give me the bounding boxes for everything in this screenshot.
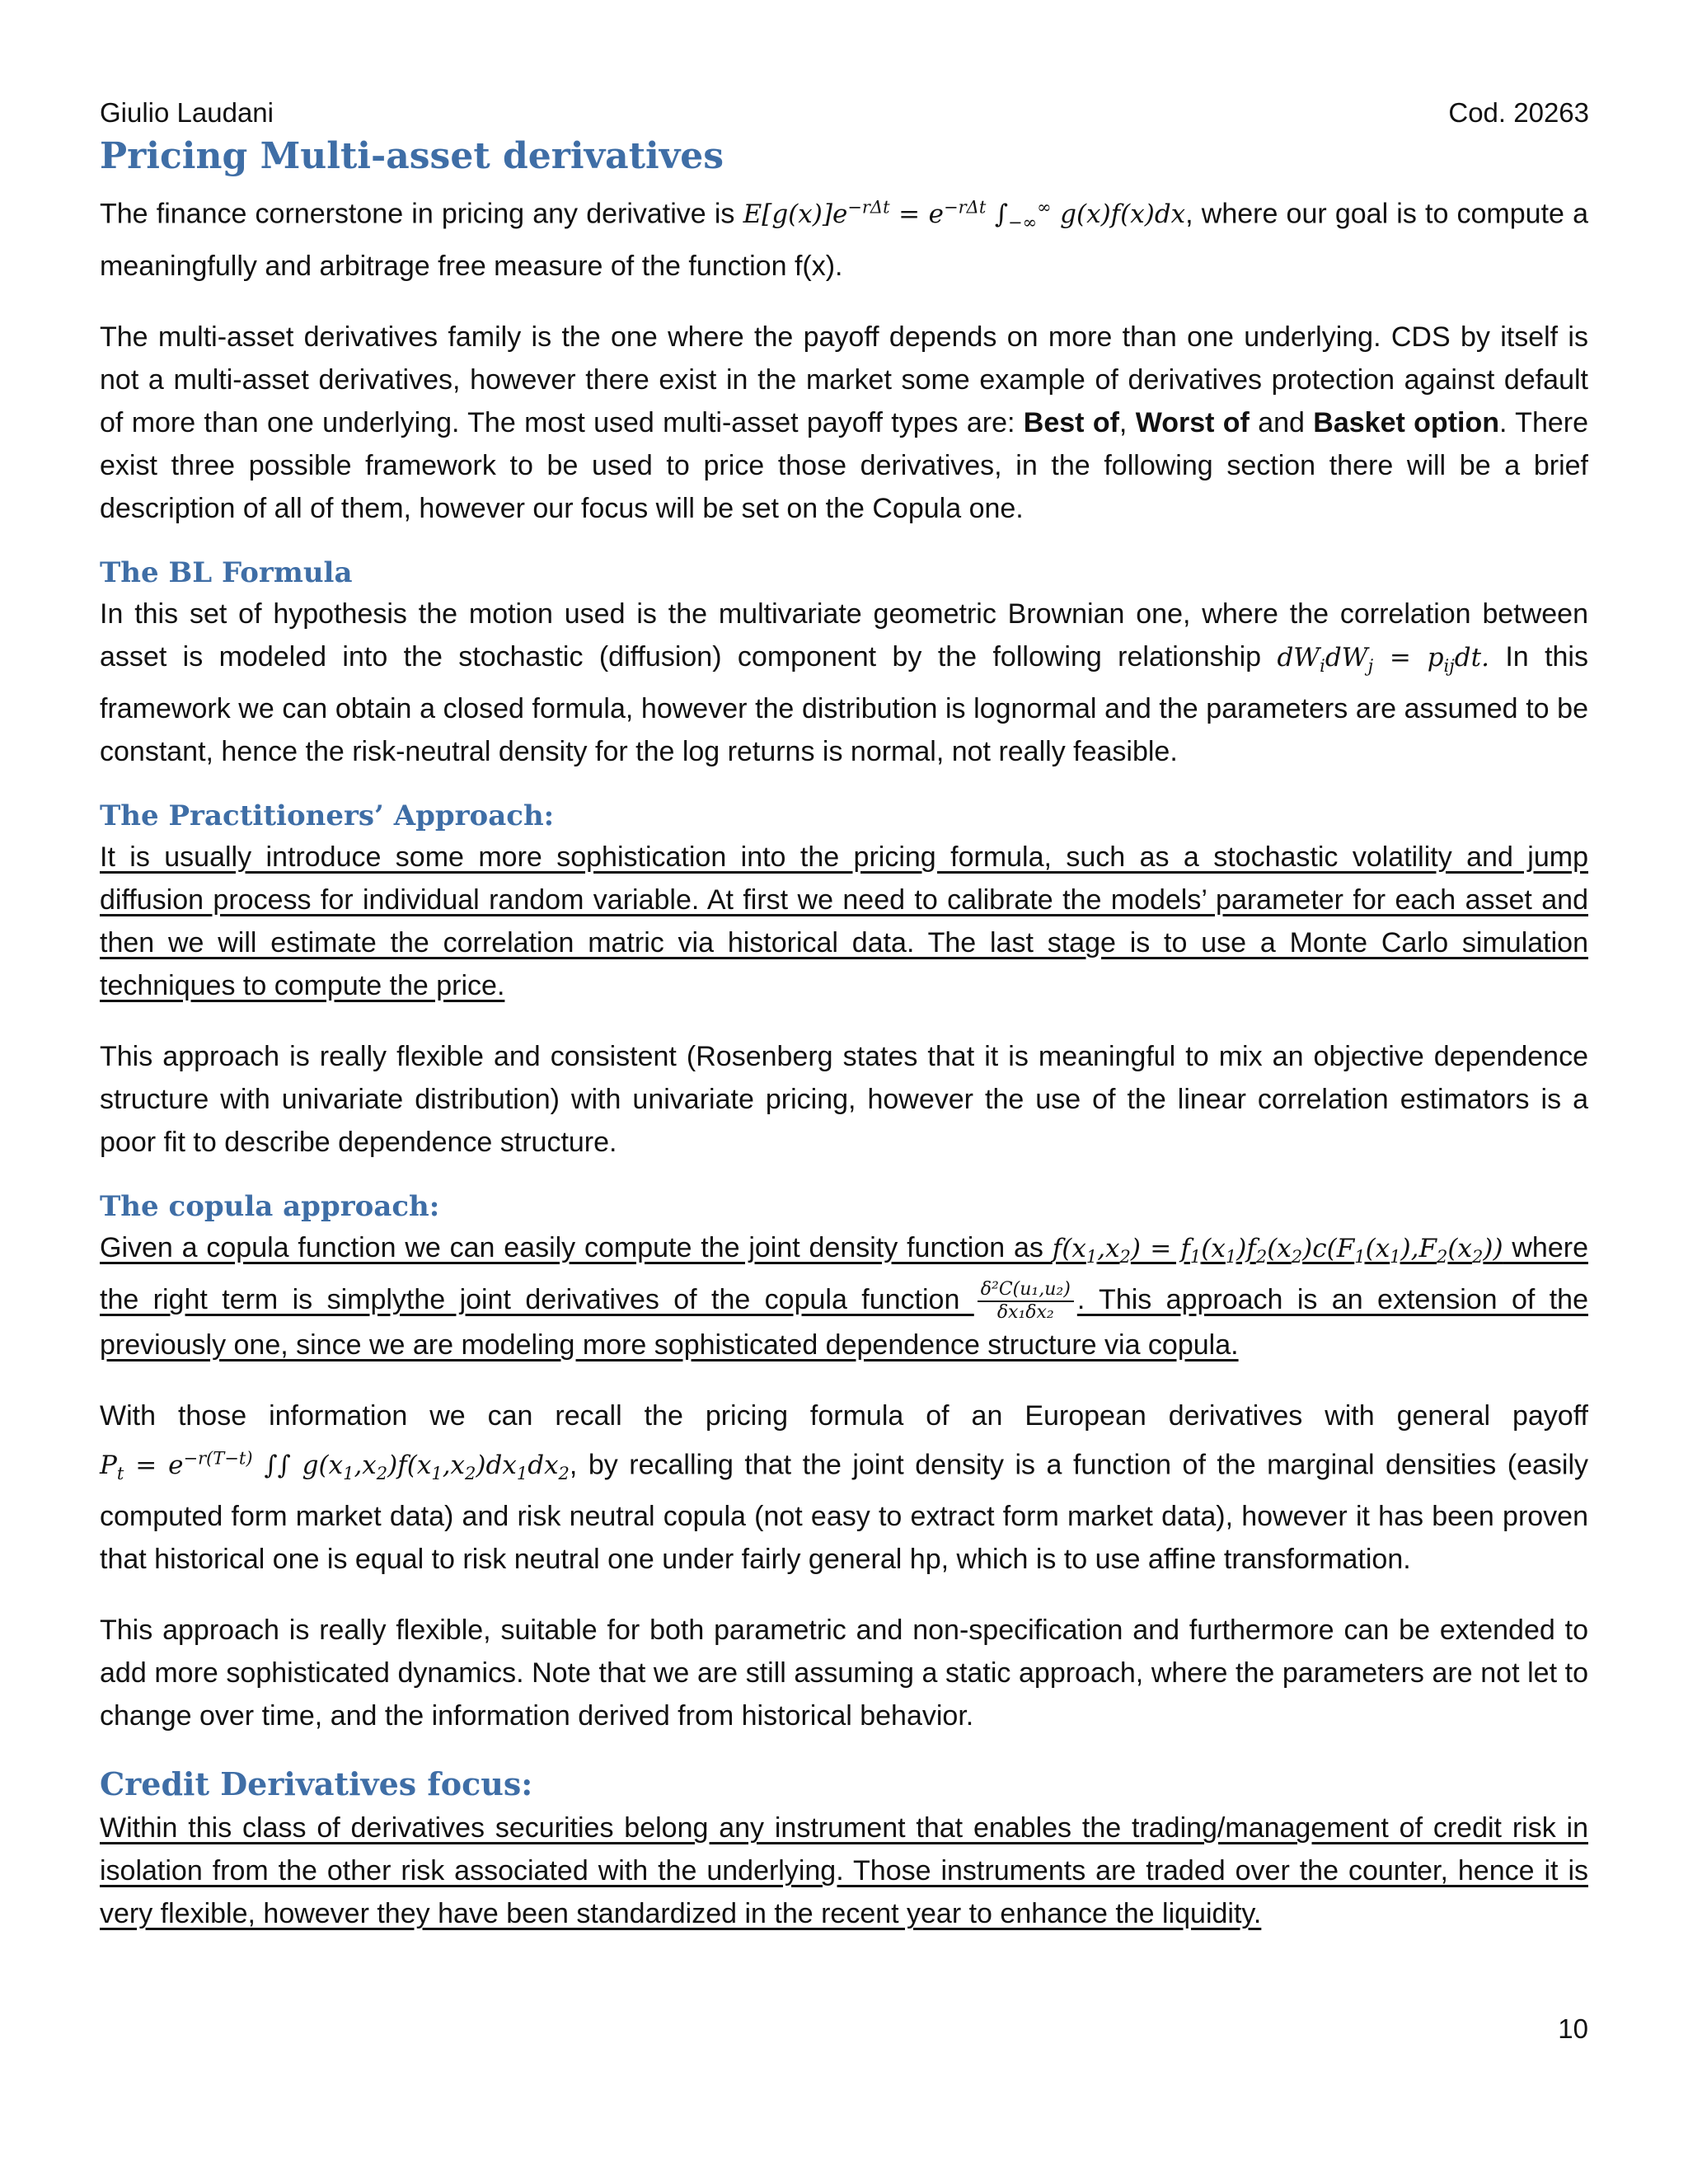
family-sep-2: and — [1249, 406, 1314, 438]
practitioners-paragraph-2: This approach is really flexible and consistent (Rosenberg states that it is meaningful to mix an objective dependence structure with univariate distribution) with univariate pricing, however the use of the linear correlation estimators is a poor fit to describe dependence structure. — [100, 1040, 1588, 1158]
intro-pricing-formula: $E[g(x)]e^{-r\Delta t} = e^{-r\Delta t}$ $\int_{-\infty}^\infty$ g(x)f(x)dx — [743, 198, 1186, 233]
bl-text-1: In this set of hypothesis the motion used is the multivariate geometric Brownian one, where the correlation between asset is modeled into the stochastic (diffusion) component by the following relationship — [100, 598, 1588, 673]
practitioners-heading: The Practitioners’ Approach: — [100, 799, 555, 832]
header-code: Cod. 20263 — [1448, 97, 1589, 128]
page-number: 10 — [1558, 2013, 1588, 2044]
family-sep-1: , — [1118, 406, 1136, 438]
copula-derivative-fraction — [978, 1279, 1074, 1324]
copula-p2-text-1: With those information we can recall the pricing formula of an European derivatives with general payoff — [100, 1399, 1588, 1432]
header-author: Giulio Laudani — [100, 97, 274, 128]
european-pricing-formula: $P_t = e^{-r(T-t)}$ ∫∫ $g(x_1,x_2)f(x_1,x_2)dx_1dx_2$ — [100, 1448, 570, 1484]
bl-heading: The BL Formula — [100, 555, 353, 589]
family-text-2: . There exist three possible framework to be used to price those derivatives, in the following section there will be a brief description of all of them, however our focus will be set on the Copula one. — [100, 406, 1588, 524]
copula-text-3: . This approach is an extension of the previously one, since we are modeling more sophisticated dependence structure via copula. — [100, 1283, 1588, 1361]
bl-correlation-formula: $dW_idW_j = p_{ij}dt$. — [1277, 642, 1489, 676]
family-paragraph — [100, 316, 1588, 530]
intro-text-before: The finance cornerstone in pricing any derivative is — [100, 198, 735, 230]
credit-paragraph-1: Within this class of derivatives securities belong any instrument that enables the trading/management of credit risk in isolation from the other risk associated with the underlying. Those instruments are traded over the counter, hence it is very flexible, however they have been standardized in the recent year to enhance the liquidity. — [100, 1812, 1588, 1930]
payoff-worst-of: Worst of — [1135, 406, 1250, 438]
copula-text-1: Given a copula function we can easily compute the joint density function as — [100, 1231, 1053, 1263]
page-content — [100, 132, 1588, 1935]
family-text-1: The multi-asset derivatives family is the one where the payoff depends on more than one underlying. CDS by itself is not a multi-asset derivatives, however there exist in the market some example of derivatives protection against default of more than one underlying. The most used multi-asset payoff types are: — [100, 321, 1588, 438]
copula-paragraph-2 — [100, 1394, 1588, 1582]
copula-joint-density-formula: $f(x_1,x_2) = f_1(x_1)f_2(x_2)c(F_1(x_1),F_2(x_2))$ — [1052, 1233, 1503, 1267]
intro-paragraph — [100, 186, 1588, 288]
practitioners-paragraph-1: It is usually introduce some more sophistication into the pricing formula, such as a stochastic volatility and jump diffusion process for individual random variable. At first we need to calibrate the models’ parameter for each asset and then we will estimate the correlation matric via historical data. The last stage is to use a Monte Carlo simulation techniques to compute the price. — [100, 841, 1588, 1001]
bl-text-2: In this framework we can obtain a closed formula, however the distribution is lognormal and the parameters are assumed to be constant, hence the risk-neutral density for the log returns is normal, not really feasible. — [100, 640, 1588, 767]
copula-p2-text-2: , by recalling that the joint density is a function of the marginal densities (easily computed form market data) and risk neutral copula (not easy to extract form market data), however it has been proven that historical one is equal to risk neutral one under fairly general hp, which is to use affine transformation. — [100, 1449, 1589, 1576]
copula-paragraph-1 — [100, 1226, 1588, 1366]
bl-paragraph — [100, 593, 1588, 773]
page-title: Pricing Multi-asset derivatives — [100, 135, 724, 177]
payoff-basket-option: Basket option — [1313, 406, 1499, 438]
copula-text-2: where the right term is simplythe joint derivatives of the copula function — [100, 1231, 1588, 1315]
fraction-denominator: δx₁δx₂ — [996, 1301, 1054, 1323]
intro-text-after: , where our goal is to compute a meaningfully and arbitrage free measure of the function f(x). — [100, 198, 1589, 282]
copula-heading: The copula approach: — [100, 1189, 440, 1223]
fraction-numerator: δ²C(u₁,u₂) — [978, 1279, 1074, 1302]
copula-paragraph-3: This approach is really flexible, suitable for both parametric and non-specification and furthermore can be extended to add more sophisticated dynamics. Note that we are still assuming a static approach, where the parameters are not let to change over time, and the information derived from historical behavior. — [100, 1615, 1588, 1732]
credit-heading: Credit Derivatives focus: — [100, 1765, 533, 1803]
payoff-best-of: Best of — [1023, 406, 1119, 438]
